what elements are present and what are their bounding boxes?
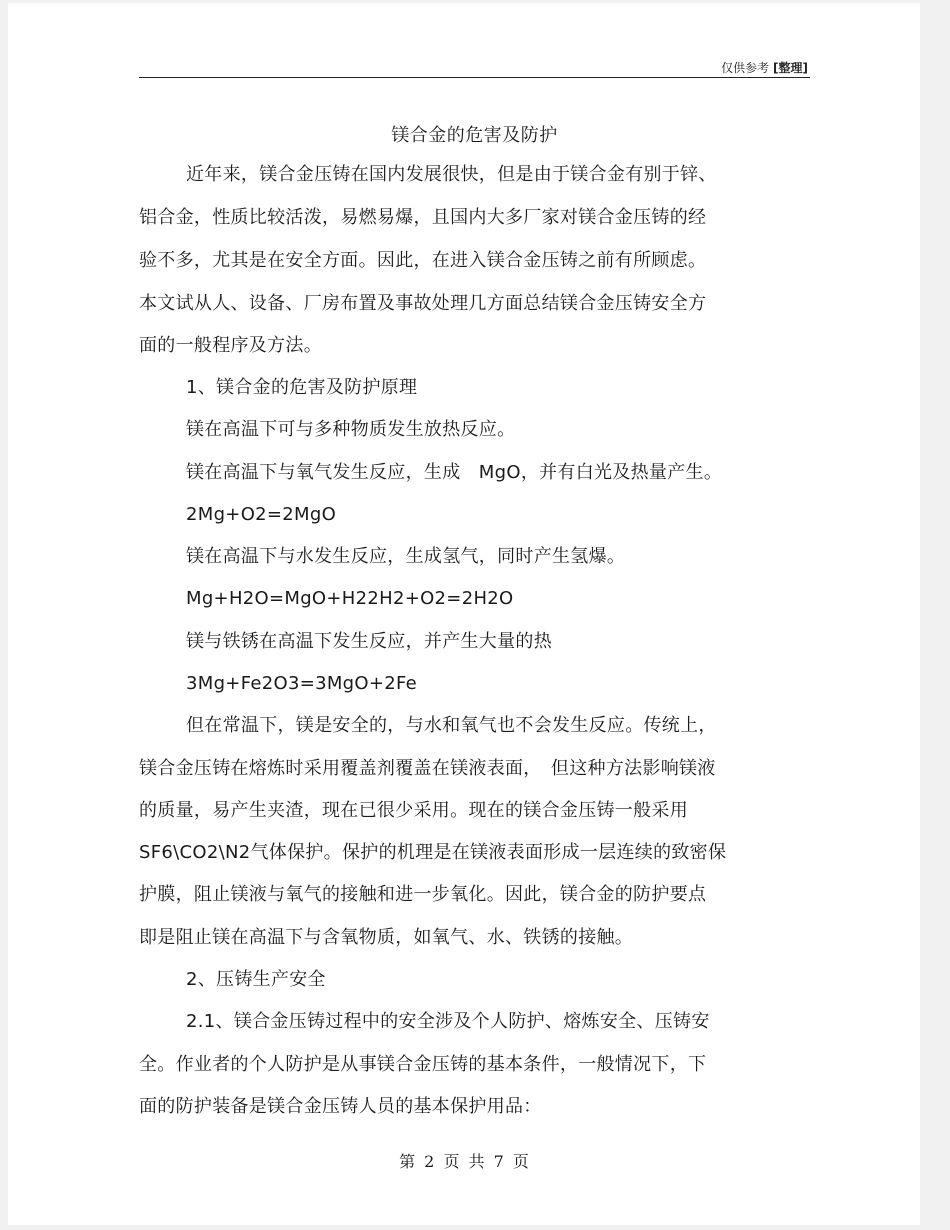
paragraph-line: 近年来，镁合金压铸在国内发展很快，但是由于镁合金有别于锌、: [186, 164, 717, 185]
paragraph-line: 本文试从人、设备、厂房布置及事故处理几方面总结镁合金压铸安全方: [139, 293, 707, 314]
paragraph-line: 但在常温下，镁是安全的，与水和氧气也不会发生反应。传统上，: [186, 715, 717, 736]
page-footer: 第 2 页 共 7 页: [399, 1152, 529, 1171]
section-heading: 1、镁合金的危害及防护原理: [186, 377, 418, 398]
document-title: 镁合金的危害及防护: [391, 125, 558, 146]
section-heading: 2、压铸生产安全: [186, 969, 326, 990]
header-rule: [139, 77, 810, 78]
document-page: [8, 3, 920, 1225]
paragraph-line: 铝合金，性质比较活泼，易燃易爆，且国内大多厂家对镁合金压铸的经: [139, 207, 707, 228]
paragraph-line: 的质量，易产生夹渣，现在已很少采用。现在的镁合金压铸一般采用: [139, 800, 688, 821]
paragraph-line: 镁在高温下可与多种物质发生放热反应。: [186, 419, 516, 440]
header-note-bracket: [整理]: [773, 61, 808, 75]
paragraph-line: 即是阻止镁在高温下与含氧物质，如氧气、水、铁锈的接触。: [139, 927, 634, 948]
header-note-text: 仅供参考: [721, 61, 770, 75]
paragraph-line: 2.1、镁合金压铸过程中的安全涉及个人防护、熔炼安全、压铸安: [186, 1011, 710, 1032]
header-note: [721, 59, 808, 76]
equation-line: 2Mg+O2=2MgO: [186, 504, 337, 525]
paragraph-line: 镁在高温下与氧气发生反应，生成 MgO，并有白光及热量产生。: [186, 462, 723, 483]
paragraph-line: 镁合金压铸在熔炼时采用覆盖剂覆盖在镁液表面， 但这种方法影响镁液: [139, 758, 716, 779]
paragraph-line: 面的防护装备是镁合金压铸人员的基本保护用品：: [139, 1096, 542, 1117]
equation-line: Mg+H2O=MgO+H22H2+O2=2H2O: [186, 588, 514, 609]
paragraph-line: 护膜，阻止镁液与氧气的接触和进一步氧化。因此，镁合金的防护要点: [139, 884, 707, 905]
paragraph-line: 验不多，尤其是在安全方面。因此，在进入镁合金压铸之前有所顾虑。: [139, 250, 707, 271]
equation-line: 3Mg+Fe2O3=3MgO+2Fe: [186, 673, 418, 694]
paragraph-line: 镁与铁锈在高温下发生反应，并产生大量的热: [186, 631, 552, 652]
paragraph-line: 全。作业者的个人防护是从事镁合金压铸的基本条件，一般情况下，下: [139, 1054, 707, 1075]
paragraph-line: 面的一般程序及方法。: [139, 335, 322, 356]
paragraph-line: SF6\CO2\N2气体保护。保护的机理是在镁液表面形成一层连续的致密保: [139, 842, 727, 863]
paragraph-line: 镁在高温下与水发生反应，生成氢气，同时产生氢爆。: [186, 546, 626, 567]
